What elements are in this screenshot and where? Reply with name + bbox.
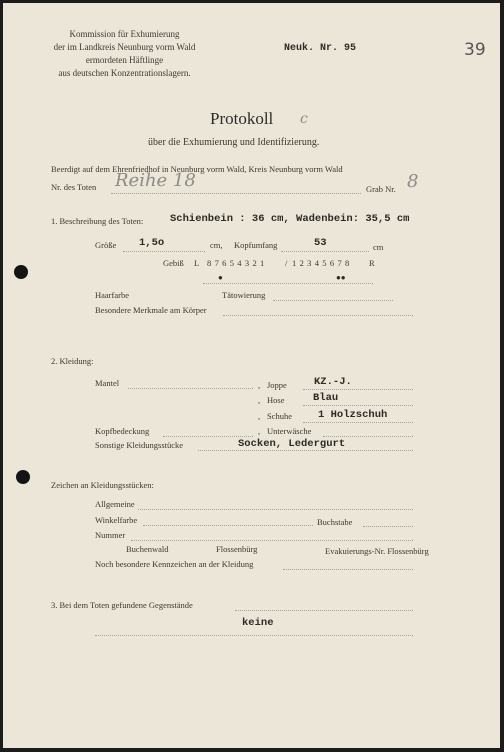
punch-hole-lower — [16, 470, 30, 484]
burial-line: Beerdigt auf dem Ehrenfriedhof in Neunburg vorm Wald, Kreis Neunburg vorm Wald — [51, 164, 343, 174]
headwear-label: Kopfbedeckung — [95, 426, 150, 436]
jacket-label: Joppe — [267, 380, 287, 390]
general-label: Allgemeine — [95, 499, 135, 509]
commission-block — [37, 28, 212, 80]
height-unit: cm, — [210, 240, 223, 250]
reference-number: Neuk. Nr. 95 — [284, 43, 357, 54]
height-value: 1,5o — [139, 237, 165, 249]
special-marks-label: Besondere Merkmale am Körper — [95, 305, 207, 315]
evacuation-number-label: Evakuierungs-Nr. Flossenbürg — [325, 546, 429, 556]
shoes-label: Schuhe — [267, 411, 293, 421]
punch-hole-upper — [14, 265, 28, 279]
teeth-right-numbers: 1 2 3 4 5 6 7 8 — [292, 258, 350, 268]
teeth-left-numbers: 8 7 6 5 4 3 2 1 — [207, 258, 265, 268]
teeth-label: Gebiß — [163, 258, 184, 268]
commission-line-3: ermordeten Häftlinge — [85, 55, 164, 65]
shoes-value: 1 Holzschuh — [318, 409, 388, 421]
section1-description-value: Schienbein : 36 cm, Wadenbein: 35,5 cm — [170, 213, 410, 225]
tattoo-label: Tätowierung — [222, 290, 266, 300]
flossenbuerg-label: Flossenbürg — [216, 544, 258, 554]
teeth-mark-left: ● — [218, 274, 223, 283]
commission-line-1: Kommission für Exhumierung — [69, 29, 180, 39]
dead-number-value: Reihe 18 — [115, 170, 196, 191]
jacket-comma: , — [258, 380, 261, 390]
underwear-label: Unterwäsche — [267, 426, 312, 436]
page-subtitle: über die Exhumierung und Identifizierung. — [148, 137, 320, 148]
shoes-comma: , — [258, 411, 261, 421]
clothing-marks-label: Zeichen an Kleidungsstücken: — [51, 480, 154, 490]
coat-label: Mantel — [95, 378, 120, 388]
page-number: 39 — [464, 40, 486, 60]
head-circumference-unit: cm — [373, 242, 384, 252]
head-circumference-label: Kopfumfang — [234, 240, 278, 250]
other-clothing-label: Sonstige Kleidungsstücke — [95, 440, 184, 450]
grave-number-value: 8 — [407, 171, 419, 192]
title-handwritten-mark: c — [300, 111, 308, 127]
section3-label: 3. Bei dem Toten gefundene Gegenstände — [51, 600, 193, 610]
protocol-page — [3, 3, 500, 748]
height-label: Größe — [95, 240, 117, 250]
commission-line-4: aus deutschen Konzentrationslagern. — [58, 68, 191, 78]
triangle-color-label: Winkelfarbe — [95, 515, 138, 525]
page-title: Protokoll — [210, 109, 274, 128]
dead-number-label: Nr. des Toten — [51, 182, 97, 192]
trousers-value: Blau — [313, 392, 339, 404]
number-label: Nummer — [95, 530, 126, 540]
teeth-right-marker: R — [369, 258, 375, 268]
teeth-left-marker: L — [194, 258, 200, 268]
teeth-separator: / — [285, 258, 288, 268]
found-items-value: keine — [242, 617, 274, 629]
trousers-label: Hose — [267, 395, 285, 405]
trousers-comma: , — [258, 395, 261, 405]
jacket-value: KZ.-J. — [314, 376, 352, 388]
other-markings-label: Noch besondere Kennzeichen an der Kleidung — [95, 559, 254, 569]
grave-number-label: Grab Nr. — [366, 184, 396, 194]
teeth-mark-right: ●● — [336, 274, 346, 283]
commission-line-2: der im Landkreis Neunburg vorm Wald — [53, 42, 196, 52]
letter-label: Buchstabe — [317, 517, 353, 527]
section2-label: 2. Kleidung: — [51, 356, 94, 366]
section1-label: 1. Beschreibung des Toten: — [51, 216, 144, 226]
other-clothing-value: Socken, Ledergurt — [238, 438, 346, 450]
underwear-comma: , — [258, 426, 261, 436]
buchenwald-label: Buchenwald — [126, 544, 169, 554]
hair-color-label: Haarfarbe — [95, 290, 129, 300]
head-circumference-value: 53 — [314, 237, 327, 249]
